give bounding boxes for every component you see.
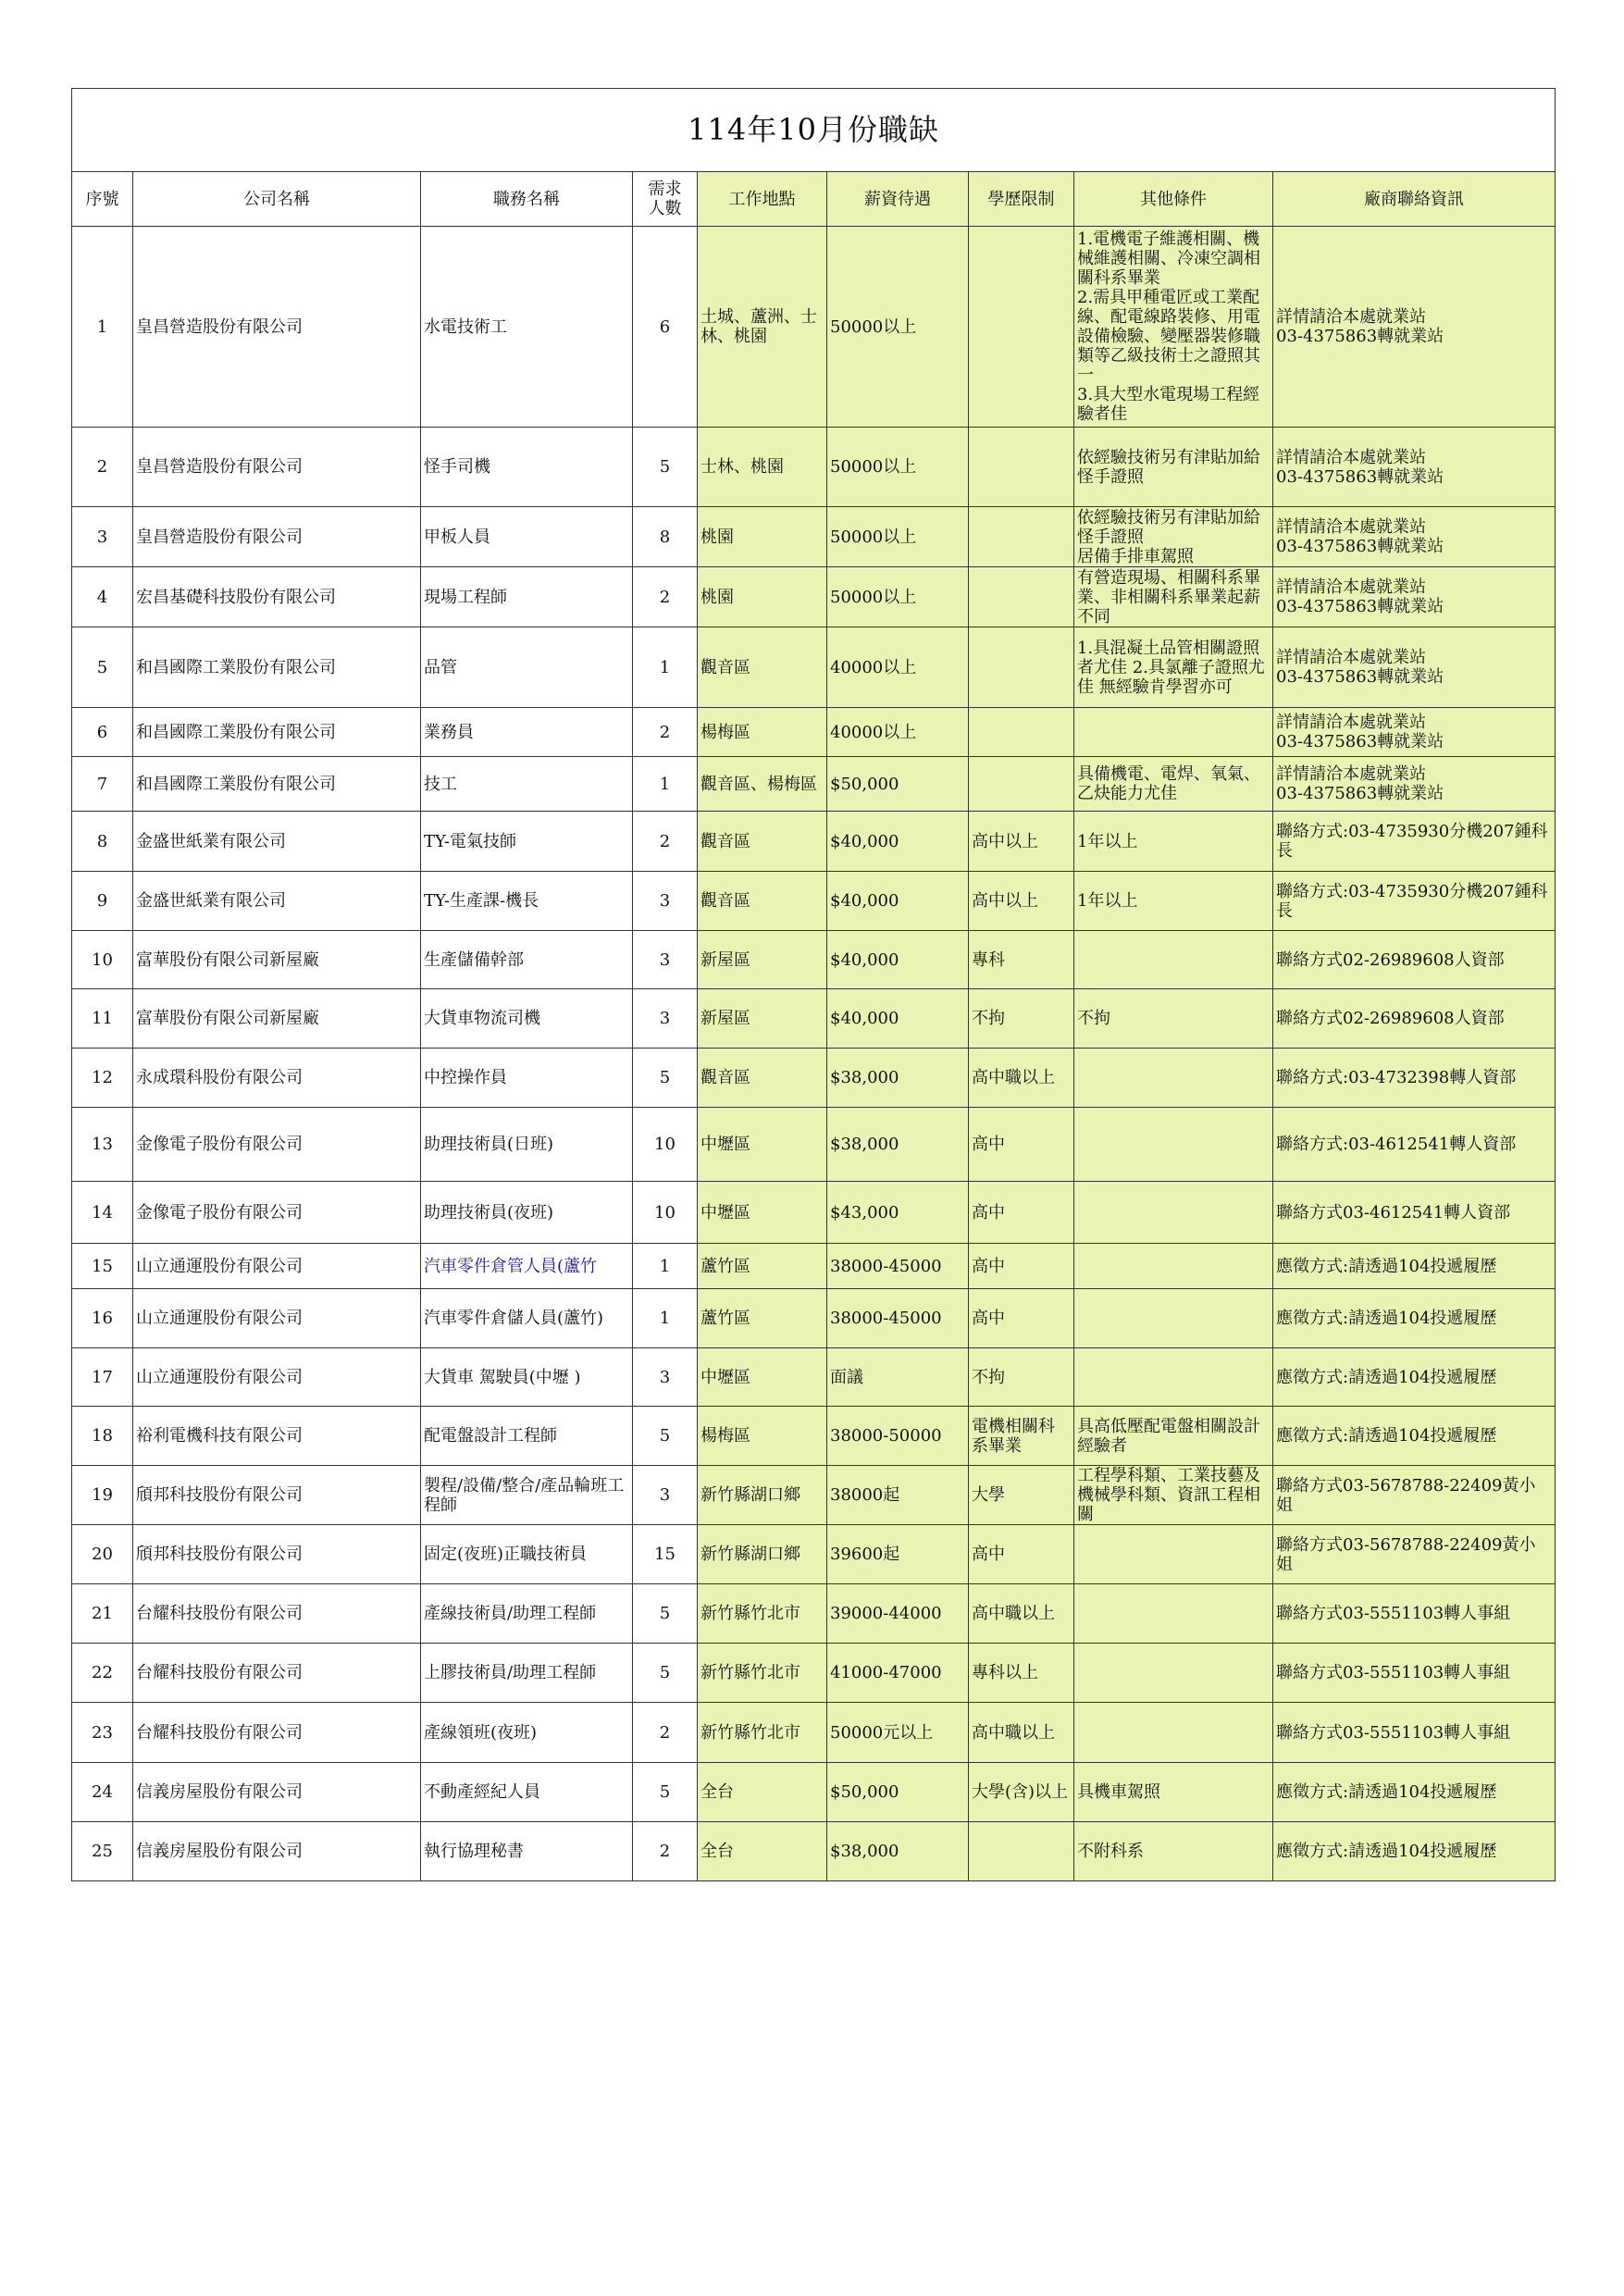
cell-count: 3	[633, 1348, 698, 1407]
cell-education: 高中	[969, 1525, 1074, 1584]
cell-company: 金盛世紙業有限公司	[133, 812, 421, 872]
cell-location: 新屋區	[698, 931, 827, 989]
cell-job: 上膠技術員/助理工程師	[421, 1644, 633, 1703]
cell-job: 產線領班(夜班)	[421, 1703, 633, 1763]
cell-job: 製程/設備/整合/產品輪班工程師	[421, 1466, 633, 1525]
cell-company: 皇昌營造股份有限公司	[133, 227, 421, 428]
cell-other	[1074, 708, 1273, 757]
cell-other: 1年以上	[1074, 812, 1273, 872]
cell-seq: 12	[72, 1049, 133, 1108]
cell-education	[969, 227, 1074, 428]
header-company: 公司名稱	[133, 172, 421, 227]
cell-seq: 15	[72, 1244, 133, 1289]
cell-education	[969, 507, 1074, 567]
cell-seq: 8	[72, 812, 133, 872]
cell-other	[1074, 1182, 1273, 1244]
cell-seq: 16	[72, 1289, 133, 1348]
cell-job: 配電盤設計工程師	[421, 1407, 633, 1466]
cell-contact: 聯絡方式03-4612541轉人資部	[1273, 1182, 1556, 1244]
cell-education: 高中以上	[969, 872, 1074, 931]
cell-job: 業務員	[421, 708, 633, 757]
cell-other	[1074, 1049, 1273, 1108]
cell-location: 楊梅區	[698, 708, 827, 757]
cell-company: 台耀科技股份有限公司	[133, 1703, 421, 1763]
cell-education	[969, 567, 1074, 627]
cell-education: 高中	[969, 1289, 1074, 1348]
cell-salary: $50,000	[827, 757, 969, 812]
cell-company: 山立通運股份有限公司	[133, 1244, 421, 1289]
table-row	[72, 1466, 1556, 1525]
table-row	[72, 1108, 1556, 1182]
cell-seq: 22	[72, 1644, 133, 1703]
table-row	[72, 1584, 1556, 1644]
cell-other: 不拘	[1074, 989, 1273, 1049]
cell-count: 1	[633, 757, 698, 812]
cell-education: 大學	[969, 1466, 1074, 1525]
cell-company: 山立通運股份有限公司	[133, 1348, 421, 1407]
cell-job: 固定(夜班)正職技術員	[421, 1525, 633, 1584]
cell-job: 大貨車物流司機	[421, 989, 633, 1049]
cell-other	[1074, 1703, 1273, 1763]
cell-salary: 50000以上	[827, 428, 969, 507]
cell-location: 中壢區	[698, 1108, 827, 1182]
cell-other: 具機車駕照	[1074, 1763, 1273, 1822]
cell-other	[1074, 1644, 1273, 1703]
cell-education: 高中職以上	[969, 1584, 1074, 1644]
cell-seq: 10	[72, 931, 133, 989]
job-table	[71, 88, 1556, 1881]
cell-company: 台耀科技股份有限公司	[133, 1584, 421, 1644]
cell-seq: 13	[72, 1108, 133, 1182]
cell-location: 新竹縣湖口鄉	[698, 1466, 827, 1525]
cell-seq: 18	[72, 1407, 133, 1466]
cell-location: 蘆竹區	[698, 1289, 827, 1348]
cell-salary: 50000以上	[827, 227, 969, 428]
cell-location: 桃園	[698, 567, 827, 627]
cell-count: 3	[633, 989, 698, 1049]
header-salary: 薪資待遇	[827, 172, 969, 227]
cell-count: 5	[633, 1644, 698, 1703]
table-row	[72, 627, 1556, 708]
table-row	[72, 812, 1556, 872]
cell-salary: 40000以上	[827, 627, 969, 708]
cell-location: 觀音區	[698, 812, 827, 872]
table-row	[72, 1289, 1556, 1348]
table-row	[72, 1049, 1556, 1108]
cell-seq: 4	[72, 567, 133, 627]
cell-count: 2	[633, 567, 698, 627]
cell-salary: $38,000	[827, 1822, 969, 1881]
cell-contact: 聯絡方式03-5678788-22409黃小姐	[1273, 1525, 1556, 1584]
cell-count: 10	[633, 1108, 698, 1182]
cell-count: 1	[633, 1244, 698, 1289]
cell-count: 2	[633, 708, 698, 757]
cell-company: 和昌國際工業股份有限公司	[133, 708, 421, 757]
cell-company: 皇昌營造股份有限公司	[133, 428, 421, 507]
cell-job: 現場工程師	[421, 567, 633, 627]
cell-salary: 41000-47000	[827, 1644, 969, 1703]
cell-job: 執行協理秘書	[421, 1822, 633, 1881]
cell-other: 具高低壓配電盤相關設計經驗者	[1074, 1407, 1273, 1466]
cell-location: 觀音區	[698, 872, 827, 931]
cell-contact: 詳情請洽本處就業站 03-4375863轉就業站	[1273, 428, 1556, 507]
cell-other	[1074, 1244, 1273, 1289]
cell-location: 新屋區	[698, 989, 827, 1049]
cell-contact: 應徵方式:請透過104投遞履歷	[1273, 1822, 1556, 1881]
cell-contact: 聯絡方式03-5551103轉人事組	[1273, 1703, 1556, 1763]
cell-seq: 21	[72, 1584, 133, 1644]
cell-education: 電機相關科系畢業	[969, 1407, 1074, 1466]
table-row	[72, 1763, 1556, 1822]
cell-seq: 20	[72, 1525, 133, 1584]
job-vacancy-sheet	[71, 88, 1555, 1881]
cell-salary: $40,000	[827, 872, 969, 931]
cell-company: 信義房屋股份有限公司	[133, 1822, 421, 1881]
cell-job: 助理技術員(日班)	[421, 1108, 633, 1182]
header-other: 其他條件	[1074, 172, 1273, 227]
cell-count: 1	[633, 1289, 698, 1348]
cell-salary: $38,000	[827, 1108, 969, 1182]
table-body	[72, 227, 1556, 1881]
cell-location: 新竹縣竹北市	[698, 1703, 827, 1763]
header-count: 需求人數	[633, 172, 698, 227]
cell-job: 中控操作員	[421, 1049, 633, 1108]
cell-seq: 23	[72, 1703, 133, 1763]
cell-salary: 50000以上	[827, 507, 969, 567]
cell-salary: 38000-45000	[827, 1244, 969, 1289]
cell-other	[1074, 1525, 1273, 1584]
table-row	[72, 1525, 1556, 1584]
cell-education	[969, 708, 1074, 757]
cell-education: 大學(含)以上	[969, 1763, 1074, 1822]
cell-seq: 24	[72, 1763, 133, 1822]
cell-location: 士林、桃園	[698, 428, 827, 507]
cell-other: 有營造現場、相關科系畢業、非相關科系畢業起薪不同	[1074, 567, 1273, 627]
cell-company: 宏昌基礎科技股份有限公司	[133, 567, 421, 627]
header-job: 職務名稱	[421, 172, 633, 227]
cell-location: 觀音區	[698, 627, 827, 708]
cell-contact: 聯絡方式:03-4735930分機207鍾科長	[1273, 872, 1556, 931]
cell-seq: 2	[72, 428, 133, 507]
cell-job: 汽車零件倉管人員(蘆竹	[421, 1244, 633, 1289]
cell-job: 技工	[421, 757, 633, 812]
cell-seq: 6	[72, 708, 133, 757]
cell-job: 品管	[421, 627, 633, 708]
cell-job: 產線技術員/助理工程師	[421, 1584, 633, 1644]
cell-contact: 聯絡方式02-26989608人資部	[1273, 931, 1556, 989]
cell-seq: 17	[72, 1348, 133, 1407]
cell-other: 依經驗技術另有津貼加給 怪手證照	[1074, 428, 1273, 507]
cell-count: 5	[633, 1584, 698, 1644]
cell-salary: 50000元以上	[827, 1703, 969, 1763]
cell-contact: 詳情請洽本處就業站 03-4375863轉就業站	[1273, 567, 1556, 627]
table-row	[72, 1822, 1556, 1881]
cell-education	[969, 627, 1074, 708]
cell-contact: 詳情請洽本處就業站 03-4375863轉就業站	[1273, 227, 1556, 428]
cell-salary: $40,000	[827, 931, 969, 989]
cell-seq: 14	[72, 1182, 133, 1244]
cell-job: 不動產經紀人員	[421, 1763, 633, 1822]
cell-location: 楊梅區	[698, 1407, 827, 1466]
cell-count: 10	[633, 1182, 698, 1244]
table-row	[72, 708, 1556, 757]
cell-location: 蘆竹區	[698, 1244, 827, 1289]
cell-contact: 應徵方式:請透過104投遞履歷	[1273, 1244, 1556, 1289]
header-row	[72, 172, 1556, 227]
table-row	[72, 428, 1556, 507]
cell-salary: 38000-50000	[827, 1407, 969, 1466]
cell-company: 和昌國際工業股份有限公司	[133, 757, 421, 812]
cell-education: 高中	[969, 1182, 1074, 1244]
cell-count: 2	[633, 1822, 698, 1881]
cell-job: 助理技術員(夜班)	[421, 1182, 633, 1244]
cell-seq: 25	[72, 1822, 133, 1881]
cell-company: 山立通運股份有限公司	[133, 1289, 421, 1348]
cell-count: 1	[633, 627, 698, 708]
cell-location: 土城、蘆洲、士林、桃園	[698, 227, 827, 428]
cell-seq: 7	[72, 757, 133, 812]
table-row	[72, 872, 1556, 931]
cell-education: 不拘	[969, 1348, 1074, 1407]
page-title: 114年10月份職缺	[72, 89, 1556, 172]
cell-education	[969, 757, 1074, 812]
cell-salary: 39600起	[827, 1525, 969, 1584]
table-row	[72, 1644, 1556, 1703]
cell-education: 高中職以上	[969, 1703, 1074, 1763]
cell-contact: 聯絡方式03-5551103轉人事組	[1273, 1584, 1556, 1644]
cell-other: 1.具混凝土品管相關證照者尤佳 2.具氯離子證照尤佳 無經驗肯學習亦可	[1074, 627, 1273, 708]
table-row	[72, 1407, 1556, 1466]
cell-education: 高中以上	[969, 812, 1074, 872]
cell-company: 信義房屋股份有限公司	[133, 1763, 421, 1822]
cell-contact: 聯絡方式:03-4735930分機207鍾科長	[1273, 812, 1556, 872]
cell-location: 新竹縣湖口鄉	[698, 1525, 827, 1584]
cell-salary: $43,000	[827, 1182, 969, 1244]
cell-count: 3	[633, 1466, 698, 1525]
cell-salary: 39000-44000	[827, 1584, 969, 1644]
cell-job: 甲板人員	[421, 507, 633, 567]
cell-count: 5	[633, 1407, 698, 1466]
cell-other	[1074, 1289, 1273, 1348]
cell-seq: 11	[72, 989, 133, 1049]
cell-company: 裕利電機科技有限公司	[133, 1407, 421, 1466]
cell-company: 頎邦科技股份有限公司	[133, 1525, 421, 1584]
cell-salary: 40000以上	[827, 708, 969, 757]
cell-company: 金盛世紙業有限公司	[133, 872, 421, 931]
cell-company: 永成環科股份有限公司	[133, 1049, 421, 1108]
header-seq: 序號	[72, 172, 133, 227]
cell-location: 中壢區	[698, 1182, 827, 1244]
table-row	[72, 227, 1556, 428]
cell-salary: 38000起	[827, 1466, 969, 1525]
cell-location: 全台	[698, 1822, 827, 1881]
cell-other	[1074, 1348, 1273, 1407]
cell-count: 5	[633, 1049, 698, 1108]
cell-seq: 9	[72, 872, 133, 931]
cell-seq: 3	[72, 507, 133, 567]
cell-salary: $40,000	[827, 989, 969, 1049]
cell-job: 怪手司機	[421, 428, 633, 507]
table-row	[72, 757, 1556, 812]
cell-job: 大貨車 駕駛員(中壢 )	[421, 1348, 633, 1407]
cell-contact: 詳情請洽本處就業站 03-4375863轉就業站	[1273, 757, 1556, 812]
header-education: 學歷限制	[969, 172, 1074, 227]
cell-location: 觀音區	[698, 1049, 827, 1108]
table-row	[72, 1244, 1556, 1289]
cell-contact: 詳情請洽本處就業站 03-4375863轉就業站	[1273, 627, 1556, 708]
cell-count: 2	[633, 1703, 698, 1763]
cell-education: 高中	[969, 1244, 1074, 1289]
table-row	[72, 567, 1556, 627]
cell-company: 頎邦科技股份有限公司	[133, 1466, 421, 1525]
cell-count: 2	[633, 812, 698, 872]
cell-education	[969, 1822, 1074, 1881]
table-row	[72, 507, 1556, 567]
table-row	[72, 989, 1556, 1049]
cell-contact: 聯絡方式:03-4612541轉人資部	[1273, 1108, 1556, 1182]
cell-location: 全台	[698, 1763, 827, 1822]
cell-contact: 聯絡方式03-5551103轉人事組	[1273, 1644, 1556, 1703]
cell-education: 專科以上	[969, 1644, 1074, 1703]
cell-count: 5	[633, 428, 698, 507]
cell-contact: 聯絡方式03-5678788-22409黃小姐	[1273, 1466, 1556, 1525]
cell-other: 工程學科類、工業技藝及機械學科類、資訊工程相關	[1074, 1466, 1273, 1525]
cell-other: 1年以上	[1074, 872, 1273, 931]
cell-other: 具備機電、電焊、氧氣、乙炔能力尤佳	[1074, 757, 1273, 812]
cell-contact: 詳情請洽本處就業站 03-4375863轉就業站	[1273, 708, 1556, 757]
cell-company: 台耀科技股份有限公司	[133, 1644, 421, 1703]
header-contact: 廠商聯絡資訊	[1273, 172, 1556, 227]
cell-count: 5	[633, 1763, 698, 1822]
cell-other	[1074, 931, 1273, 989]
cell-job: TY-電氣技師	[421, 812, 633, 872]
cell-other	[1074, 1584, 1273, 1644]
cell-education: 不拘	[969, 989, 1074, 1049]
cell-salary: 50000以上	[827, 567, 969, 627]
cell-seq: 5	[72, 627, 133, 708]
cell-contact: 應徵方式:請透過104投遞履歷	[1273, 1407, 1556, 1466]
cell-location: 新竹縣竹北市	[698, 1584, 827, 1644]
cell-contact: 應徵方式:請透過104投遞履歷	[1273, 1348, 1556, 1407]
cell-location: 中壢區	[698, 1348, 827, 1407]
cell-seq: 1	[72, 227, 133, 428]
cell-salary: 38000-45000	[827, 1289, 969, 1348]
cell-salary: $38,000	[827, 1049, 969, 1108]
cell-education: 高中職以上	[969, 1049, 1074, 1108]
table-row	[72, 1703, 1556, 1763]
cell-education: 高中	[969, 1108, 1074, 1182]
cell-education: 專科	[969, 931, 1074, 989]
cell-location: 桃園	[698, 507, 827, 567]
cell-job: TY-生產課-機長	[421, 872, 633, 931]
cell-job: 水電技術工	[421, 227, 633, 428]
cell-count: 8	[633, 507, 698, 567]
cell-contact: 詳情請洽本處就業站 03-4375863轉就業站	[1273, 507, 1556, 567]
cell-salary: $40,000	[827, 812, 969, 872]
cell-location: 新竹縣竹北市	[698, 1644, 827, 1703]
cell-other: 1.電機電子維護相關、機械維護相關、冷凍空調相關科系畢業 2.需具甲種電匠或工業配線、配電線路裝修、用電設備檢驗、變壓器裝修職類等乙級技術士之證照其一 3.具大型水電現場工程經驗者佳	[1074, 227, 1273, 428]
cell-salary: $50,000	[827, 1763, 969, 1822]
header-location: 工作地點	[698, 172, 827, 227]
table-row	[72, 1348, 1556, 1407]
cell-contact: 聯絡方式02-26989608人資部	[1273, 989, 1556, 1049]
cell-contact: 應徵方式:請透過104投遞履歷	[1273, 1763, 1556, 1822]
cell-company: 金像電子股份有限公司	[133, 1108, 421, 1182]
cell-salary: 面議	[827, 1348, 969, 1407]
cell-company: 金像電子股份有限公司	[133, 1182, 421, 1244]
cell-job: 生產儲備幹部	[421, 931, 633, 989]
cell-company: 富華股份有限公司新屋廠	[133, 989, 421, 1049]
cell-count: 6	[633, 227, 698, 428]
cell-company: 皇昌營造股份有限公司	[133, 507, 421, 567]
table-row	[72, 1182, 1556, 1244]
cell-education	[969, 428, 1074, 507]
cell-company: 和昌國際工業股份有限公司	[133, 627, 421, 708]
cell-contact: 應徵方式:請透過104投遞履歷	[1273, 1289, 1556, 1348]
cell-count: 3	[633, 872, 698, 931]
cell-seq: 19	[72, 1466, 133, 1525]
cell-location: 觀音區、楊梅區	[698, 757, 827, 812]
cell-count: 15	[633, 1525, 698, 1584]
cell-other	[1074, 1108, 1273, 1182]
cell-company: 富華股份有限公司新屋廠	[133, 931, 421, 989]
cell-job: 汽車零件倉儲人員(蘆竹)	[421, 1289, 633, 1348]
cell-other: 不附科系	[1074, 1822, 1273, 1881]
cell-other: 依經驗技術另有津貼加給 怪手證照 居備手排車駕照	[1074, 507, 1273, 567]
cell-count: 3	[633, 931, 698, 989]
cell-contact: 聯絡方式:03-4732398轉人資部	[1273, 1049, 1556, 1108]
table-row	[72, 931, 1556, 989]
